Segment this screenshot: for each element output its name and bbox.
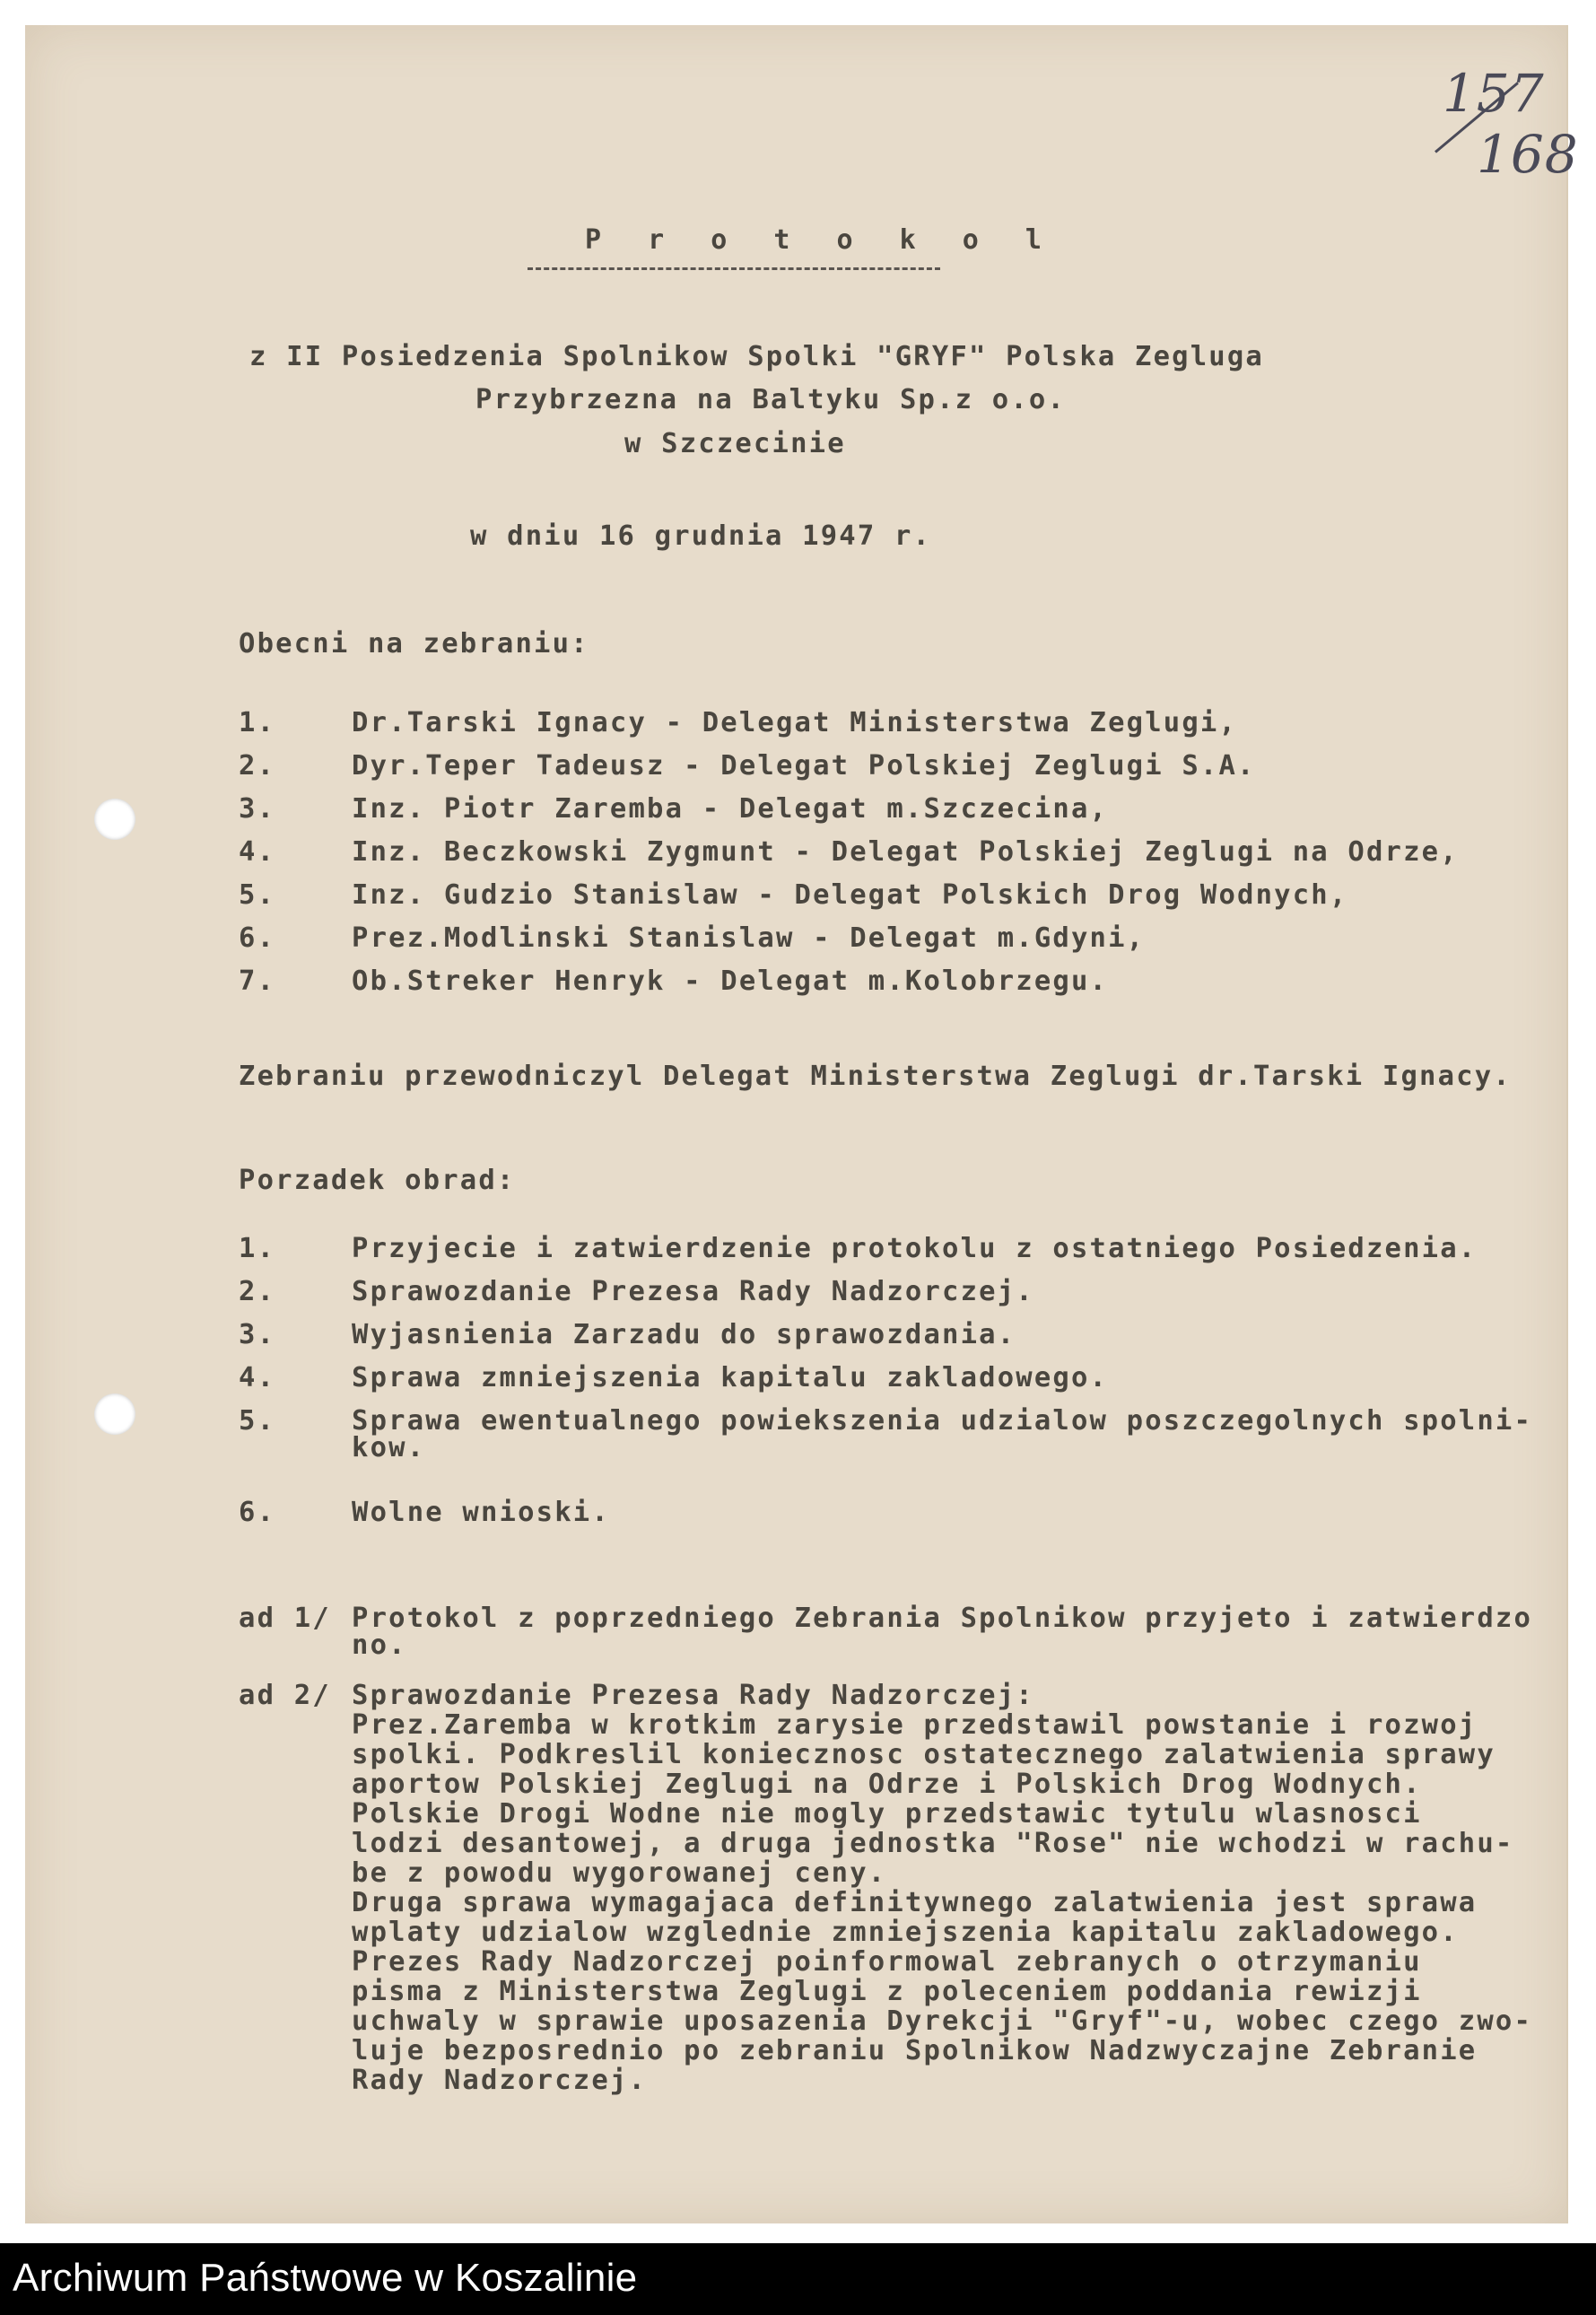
ad-text-line: uchwaly w sprawie uposazenia Dyrekcji "Gryf"-u, wobec czego zwo-	[352, 2005, 1533, 2037]
list-item-number: 6.	[239, 922, 276, 954]
ad-text-line: Rady Nadzorczej.	[352, 2065, 648, 2096]
list-item-number: 3.	[239, 1319, 276, 1350]
title-underline	[528, 267, 940, 270]
date-line: w dniu 16 grudnia 1947 r.	[470, 520, 932, 552]
punch-hole	[94, 799, 135, 840]
list-item: Prez.Modlinski Stanislaw - Delegat m.Gdyni,	[352, 922, 1146, 954]
list-item: Przyjecie i zatwierdzenie protokolu z ostatniego Posiedzenia.	[352, 1233, 1478, 1264]
list-item-number: 5.	[239, 1405, 276, 1437]
list-item: Ob.Streker Henryk - Delegat m.Kolobrzegu.	[352, 965, 1109, 997]
list-item: Dyr.Teper Tadeusz - Delegat Polskiej Zeglugi S.A.	[352, 750, 1256, 782]
subtitle-line: Przybrzezna na Baltyku Sp.z o.o.	[475, 384, 1067, 415]
ad-text-line: wplaty udzialow wzglednie zmniejszenia kapitalu zakladowego.	[352, 1917, 1459, 1948]
list-item: Dr.Tarski Ignacy - Delegat Ministerstwa Zeglugi,	[352, 707, 1238, 738]
ad-text-line: luje bezposrednio po zebraniu Spolnikow Nadzwyczajne Zebranie	[352, 2035, 1478, 2066]
list-item: Wyjasnienia Zarzadu do sprawozdania.	[352, 1319, 1016, 1350]
list-item: Inz. Beczkowski Zygmunt - Delegat Polskiej Zeglugi na Odrze,	[352, 836, 1459, 868]
list-item: Sprawozdanie Prezesa Rady Nadzorczej.	[352, 1276, 1034, 1307]
list-item: Sprawa zmniejszenia kapitalu zakladowego.	[352, 1362, 1109, 1393]
ad-text-line: no.	[352, 1629, 407, 1661]
attendees-heading: Obecni na zebraniu:	[239, 628, 589, 660]
list-item-number: 2.	[239, 750, 276, 782]
list-item-number: 1.	[239, 1233, 276, 1264]
ad-label: ad 1/	[239, 1603, 331, 1634]
subtitle-line: w Szczecinie	[624, 428, 846, 459]
list-item-continuation: kow.	[352, 1432, 426, 1463]
old-page-number: 157	[1443, 63, 1545, 124]
ad-text-line: Prez.Zaremba w krotkim zarysie przedstawil powstanie i rozwoj	[352, 1709, 1478, 1741]
ad-text-line: Sprawozdanie Prezesa Rady Nadzorczej:	[352, 1680, 1034, 1711]
list-item-number: 4.	[239, 836, 276, 868]
archive-name: Archiwum Państwowe w Koszalinie	[13, 2256, 638, 2300]
list-item-number: 5.	[239, 879, 276, 911]
list-item: Wolne wnioski.	[352, 1497, 610, 1528]
list-item-number: 4.	[239, 1362, 276, 1393]
ad-text-line: be z powodu wygorowanej ceny.	[352, 1857, 887, 1889]
ad-text-line: Protokol z poprzedniego Zebrania Spolnikow przyjeto i zatwierdzo	[352, 1603, 1533, 1634]
chair-line: Zebraniu przewodniczyl Delegat Ministerstwa Zeglugi dr.Tarski Ignacy.	[239, 1061, 1512, 1092]
ad-label: ad 2/	[239, 1680, 331, 1711]
list-item-number: 2.	[239, 1276, 276, 1307]
list-item-number: 1.	[239, 707, 276, 738]
subtitle-line: z II Posiedzenia Spolnikow Spolki "GRYF" Polska Zegluga	[249, 341, 1264, 372]
ad-text-line: aportow Polskiej Zeglugi na Odrze i Polskich Drog Wodnych.	[352, 1769, 1422, 1800]
list-item: Sprawa ewentualnego powiekszenia udzialow poszczegolnych spolni-	[352, 1405, 1533, 1437]
archive-footer-bar	[0, 2243, 1596, 2315]
punch-hole	[94, 1393, 135, 1435]
ad-text-line: lodzi desantowej, a druga jednostka "Rose" nie wchodzi w rachu-	[352, 1828, 1514, 1859]
ad-text-line: spolki. Podkreslil koniecznosc ostatecznego zalatwienia sprawy	[352, 1739, 1496, 1770]
new-page-number: 168	[1477, 124, 1579, 185]
document-title: P r o t o k o l	[585, 224, 1057, 256]
document-page	[25, 25, 1579, 2223]
ad-text-line: Prezes Rady Nadzorczej poinformowal zebranych o otrzymaniu	[352, 1946, 1422, 1978]
list-item-number: 3.	[239, 793, 276, 825]
list-item: Inz. Piotr Zaremba - Delegat m.Szczecina,	[352, 793, 1109, 825]
list-item-number: 6.	[239, 1497, 276, 1528]
ad-text-line: Druga sprawa wymagajaca definitywnego zalatwienia jest sprawa	[352, 1887, 1478, 1918]
list-item: Inz. Gudzio Stanislaw - Delegat Polskich Drog Wodnych,	[352, 879, 1348, 911]
agenda-heading: Porzadek obrad:	[239, 1165, 516, 1196]
ad-text-line: Polskie Drogi Wodne nie mogly przedstawic tytulu wlasnosci	[352, 1798, 1422, 1830]
ad-text-line: pisma z Ministerstwa Zeglugi z poleceniem poddania rewizji	[352, 1976, 1422, 2007]
list-item-number: 7.	[239, 965, 276, 997]
